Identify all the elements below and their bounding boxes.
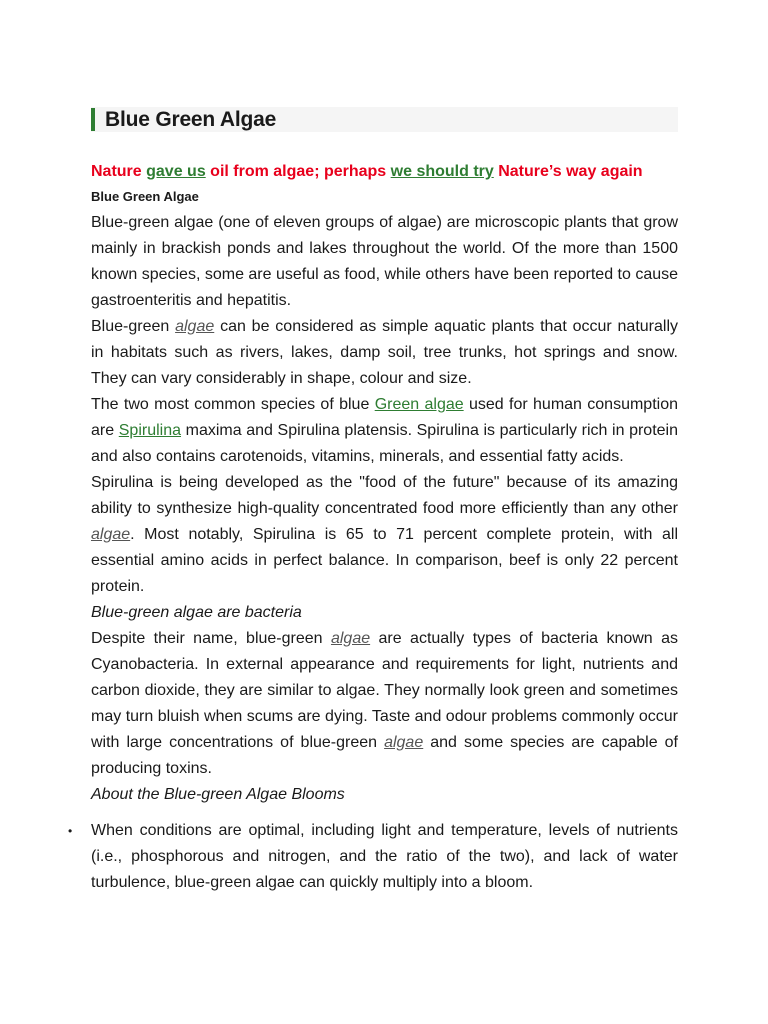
paragraph-intro: Blue-green algae (one of eleven groups of algae) are microscopic plants that grow mainly in brackish ponds and lakes throughout the world. Of the more than 1500 known species, some are useful as food, while others have been reported to cause gastroenteritis and hepatitis. xyxy=(91,214,679,309)
paragraph-bacteria xyxy=(91,626,678,782)
paragraph-species xyxy=(91,392,678,470)
article xyxy=(68,107,679,896)
paragraph-text: Despite their name, blue-green xyxy=(91,630,331,647)
tagline-text-3: Nature’s way again xyxy=(493,163,643,180)
tagline-link-gave-us[interactable]: gave us xyxy=(146,163,206,180)
paragraph-text: can be considered as simple aquatic plants that occur naturally in habitats such as rivers, lakes, damp soil, tree trunks, hot springs and snow. They can vary considerably in shape, colour and size. xyxy=(91,318,679,387)
tagline-text-1: Nature xyxy=(91,163,147,180)
paragraph-habitats xyxy=(91,314,678,392)
heading-accent-bar xyxy=(91,108,95,131)
algae-link[interactable]: algae xyxy=(91,526,131,543)
spirulina-link[interactable]: Spirulina xyxy=(118,422,182,439)
paragraph-text: The two most common species of blue xyxy=(91,396,375,413)
paragraph-text: are actually types of bacteria known as Cyanobacteria. In external appearance and requirements for light, nutrients and carbon dioxide, they are similar to algae. They normally look green and sometimes may turn bluish when scums are dying. Taste and odour problems commonly occur with large concentrations of blue-green xyxy=(91,630,678,751)
bloom-bullet-list xyxy=(68,818,678,896)
paragraph-text: maxima and Spirulina platensis. Spirulina is particularly rich in protein and also contains carotenoids, vitamins, minerals, and essential fatty acids. xyxy=(91,422,678,465)
bullet-icon: • xyxy=(68,824,73,838)
algae-link[interactable]: algae xyxy=(330,630,371,647)
paragraph-text: Blue-green xyxy=(91,318,176,335)
page-title: Blue Green Algae xyxy=(105,107,277,131)
paragraph-text: and some species are capable of producing toxins. xyxy=(91,734,678,777)
paragraph-food-of-future xyxy=(91,470,678,600)
green-algae-link[interactable]: Green algae xyxy=(374,396,464,413)
paragraph-text: used for human consumption are xyxy=(91,396,678,439)
tagline xyxy=(91,162,678,182)
paragraph-text: Spirulina is being developed as the "food of the future" because of its amazing ability to synthesize high-quality concentrated food more efficiently than any other xyxy=(91,474,678,517)
section-heading-bacteria: Blue-green algae are bacteria xyxy=(91,604,302,621)
tagline-text-2: oil from algae; perhaps xyxy=(205,163,391,180)
section-heading xyxy=(91,107,678,132)
list-item-text: When conditions are optimal, including light and temperature, levels of nutrients (i.e., phosphorous and nitrogen, and the ratio of the two), and lack of water turbulence, blue-green algae can quickly multiply into a bloom. xyxy=(91,822,678,891)
paragraph-text: . Most notably, Spirulina is 65 to 71 percent complete protein, with all essential amino acids in perfect balance. In comparison, beef is only 22 percent protein. xyxy=(91,526,678,595)
subheading: Blue Green Algae xyxy=(91,189,199,204)
section-heading-blooms: About the Blue-green Algae Blooms xyxy=(91,786,345,803)
algae-link[interactable]: algae xyxy=(384,734,424,751)
tagline-link-we-should-try[interactable]: we should try xyxy=(390,163,494,180)
list-item xyxy=(68,818,678,896)
algae-link[interactable]: algae xyxy=(175,318,215,335)
